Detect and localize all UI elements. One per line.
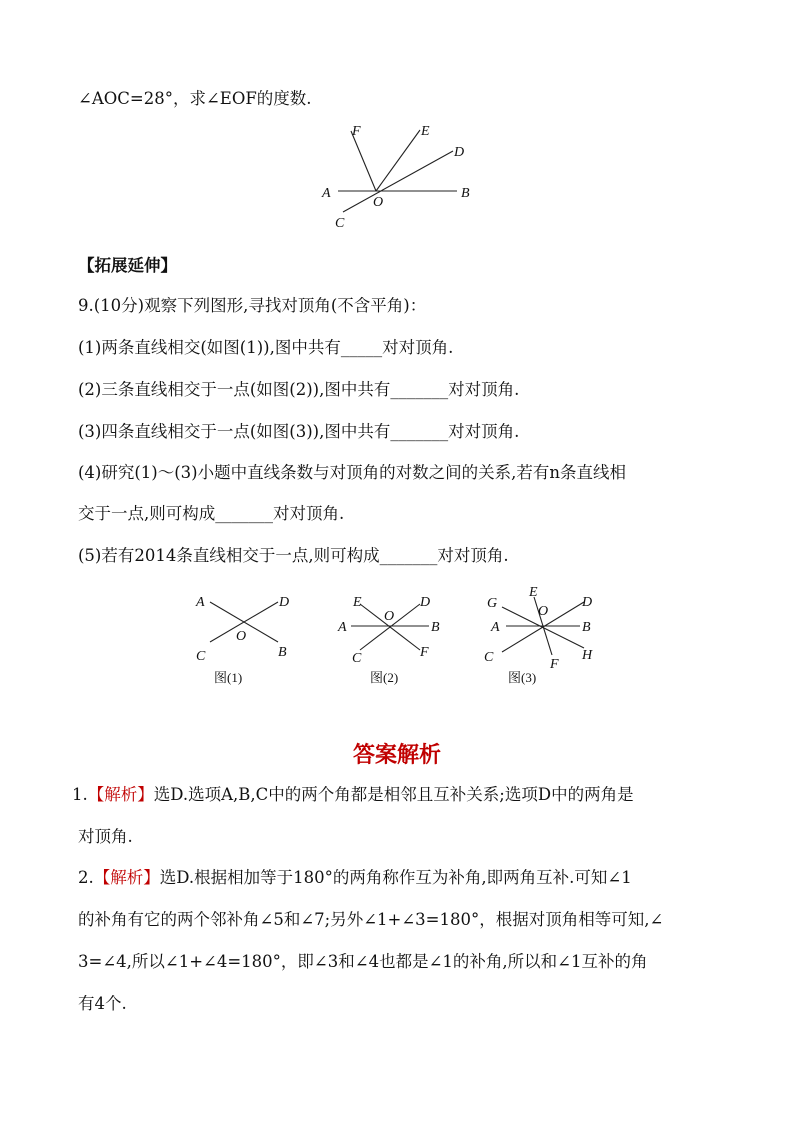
label-c: C xyxy=(335,216,345,231)
label-b: B xyxy=(278,645,287,660)
answer-2-line-4: 有4个. xyxy=(78,994,127,1013)
label-c: C xyxy=(196,649,206,664)
label-a: A xyxy=(491,620,500,635)
label-d: D xyxy=(454,145,465,160)
label-e: E xyxy=(353,595,362,610)
answer-2-number: 2. xyxy=(78,868,94,887)
figure-3-caption: 图(3) xyxy=(508,670,537,685)
label-b: B xyxy=(461,186,470,201)
label-e: E xyxy=(421,124,430,139)
label-a: A xyxy=(338,620,347,635)
answer-2-line-3: 3=∠4,所以∠1+∠4=180°，即∠3和∠4也都是∠1的补角,所以和∠1互补的角 xyxy=(78,952,648,971)
ray-of xyxy=(351,131,376,191)
label-b: B xyxy=(431,620,440,635)
section-heading: 【拓展延伸】 xyxy=(78,256,177,275)
figure-2-caption: 图(2) xyxy=(370,670,399,685)
answers-title: 答案解析 xyxy=(352,743,441,768)
answer-1-number: 1. xyxy=(72,785,88,804)
figure-3 xyxy=(478,582,608,692)
label-e: E xyxy=(529,585,538,600)
question-9-part-4a: (4)研究(1)～(3)小题中直线条数与对顶角的对数之间的关系,若有n条直线相 xyxy=(78,463,626,482)
label-d: D xyxy=(420,595,431,610)
label-o: O xyxy=(373,195,384,210)
label-a: A xyxy=(322,186,331,201)
label-f: F xyxy=(420,645,429,660)
angle-figure-top xyxy=(310,118,510,238)
question-9-part-4b: 交于一点,则可构成_______对对顶角. xyxy=(78,504,345,523)
label-a: A xyxy=(196,595,205,610)
problem-8-tail: ∠AOC=28°，求∠EOF的度数. xyxy=(78,89,312,108)
answer-1 xyxy=(72,783,722,807)
label-c: C xyxy=(352,651,362,666)
figure-1 xyxy=(190,588,310,698)
label-d: D xyxy=(582,595,593,610)
answer-2 xyxy=(78,866,728,890)
question-9-part-5: (5)若有2014条直线相交于一点,则可构成_______对对顶角. xyxy=(78,546,509,565)
question-9-part-3: (3)四条直线相交于一点(如图(3)),图中共有_______对对顶角. xyxy=(78,422,520,441)
question-9-part-1: (1)两条直线相交(如图(1)),图中共有_____对对顶角. xyxy=(78,338,454,357)
answer-2-text: 选D.根据相加等于180°的两角称作互为补角,即两角互补.可知∠1 xyxy=(159,868,632,887)
figure-2 xyxy=(336,588,456,698)
label-b: B xyxy=(582,620,591,635)
label-f: F xyxy=(352,124,361,139)
label-g: G xyxy=(487,596,498,611)
figure-1-caption: 图(1) xyxy=(214,670,243,685)
label-c: C xyxy=(484,650,494,665)
question-9: 9.(10分)观察下列图形,寻找对顶角(不含平角)： xyxy=(78,296,427,315)
label-o: O xyxy=(384,609,395,624)
label-o: O xyxy=(236,629,247,644)
answer-1-continued: 对顶角. xyxy=(78,827,133,846)
question-9-part-2: (2)三条直线相交于一点(如图(2)),图中共有_______对对顶角. xyxy=(78,380,520,399)
answer-1-text: 选D.选项A,B,C中的两个角都是相邻且互补关系;选项D中的两角是 xyxy=(153,785,634,804)
label-d: D xyxy=(279,595,290,610)
answer-1-tag: 【解析】 xyxy=(87,785,154,804)
answer-2-line-2: 的补角有它的两个邻补角∠5和∠7;另外∠1+∠3=180°，根据对顶角相等可知,∠ xyxy=(78,910,664,929)
label-o: O xyxy=(538,604,549,619)
label-h: H xyxy=(582,648,593,663)
answer-2-tag: 【解析】 xyxy=(93,868,160,887)
label-f: F xyxy=(550,657,559,672)
